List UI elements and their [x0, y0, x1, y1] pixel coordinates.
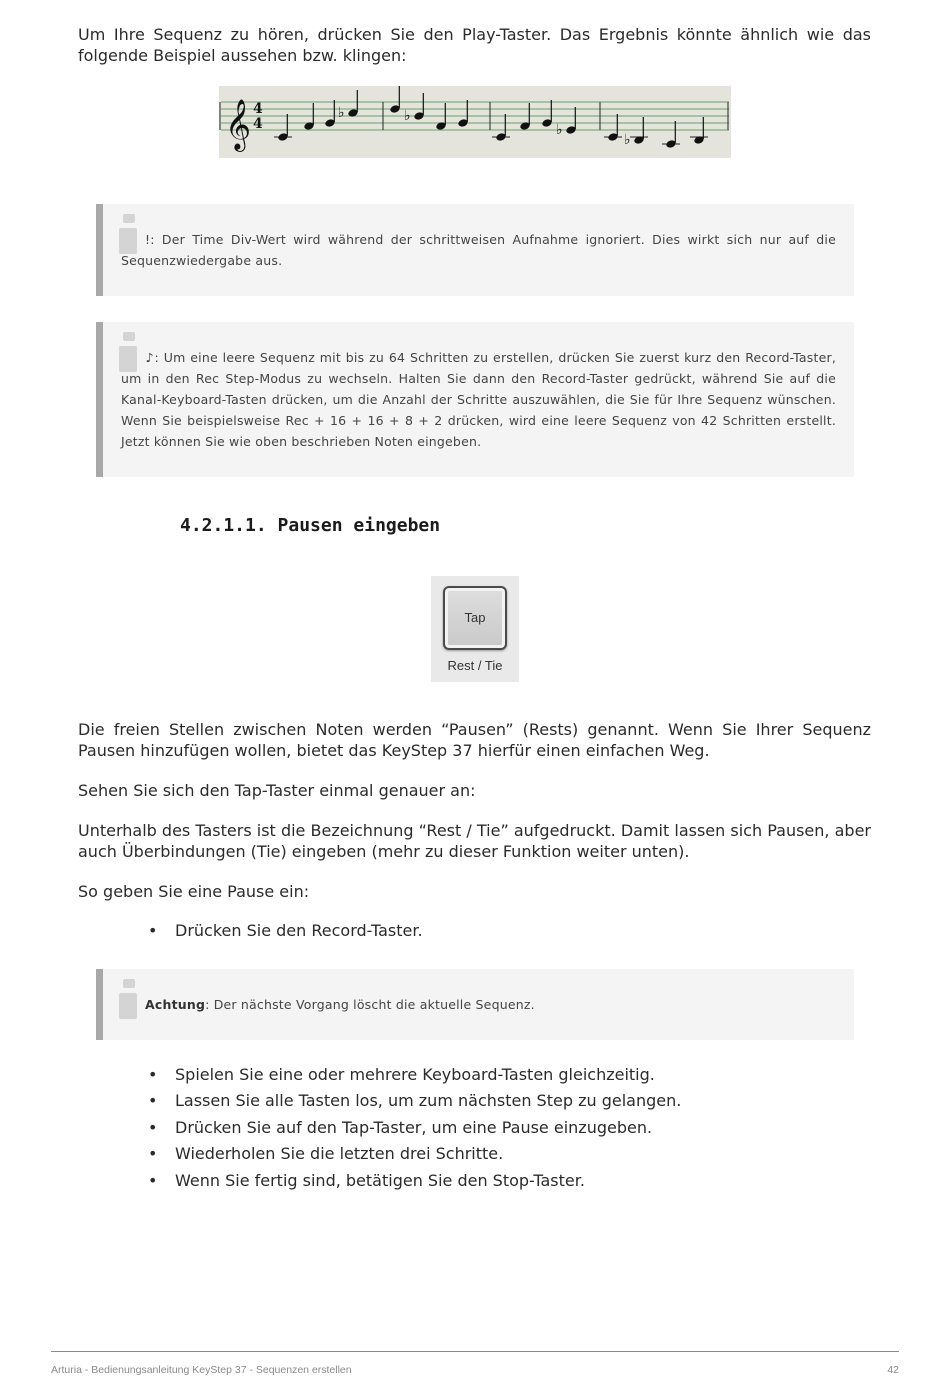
quarter-note: [435, 103, 446, 131]
rest-tie-caption: Rest / Tie: [447, 658, 503, 673]
quarter-note: [274, 114, 292, 142]
footer-divider: [51, 1351, 899, 1352]
info-note-text: !: Der Time Div-Wert wird während der schrittweisen Aufnahme ignoriert. Dies wirkt sich nur auf die Sequenzwiedergabe aus.: [121, 232, 836, 268]
list-item: • Wenn Sie fertig sind, betätigen Sie den Stop-Taster.: [148, 1170, 585, 1190]
quarter-note: [604, 114, 622, 142]
body-paragraph-rests: Die freien Stellen zwischen Noten werden “Pausen” (Rests) genannt. Wenn Sie Ihrer Sequenz Pausen hinzufügen wollen, bietet das KeyStep 37 hierfür einen einfachen Weg.: [78, 720, 871, 760]
quarter-note: [389, 86, 400, 114]
tap-button-image: [431, 576, 519, 682]
footer-text: Arturia - Bedienungsanleitung KeyStep 37 - Sequenzen erstellen: [51, 1364, 352, 1376]
flat-sign: ♭: [338, 105, 345, 121]
music-score-image: [219, 86, 731, 158]
quarter-note: [324, 100, 335, 128]
info-note-empty-sequence: [96, 322, 854, 477]
warning-note-text: Achtung: Der nächste Vorgang löscht die aktuelle Sequenz.: [145, 997, 535, 1012]
body-paragraph-how-to: So geben Sie eine Pause ein:: [78, 882, 310, 901]
info-note-time-div: [96, 204, 854, 296]
bullet-list-steps: [148, 1062, 848, 1194]
body-paragraph-tap: Sehen Sie sich den Tap-Taster einmal genauer an:: [78, 781, 476, 800]
quarter-note: [624, 117, 648, 148]
tap-button: [443, 586, 507, 650]
quarter-note: [457, 100, 468, 128]
quarter-note: [662, 121, 680, 149]
treble-clef-icon: 𝄞: [225, 99, 252, 150]
warning-label: Achtung: [145, 997, 206, 1012]
body-paragraph-rest-tie: Unterhalb des Tasters ist die Bezeichnung “Rest / Tie” aufgedruckt. Damit lassen sich Pausen, aber auch Überbindungen (Tie) eingeben (mehr zu dieser Funktion weiter unten).: [78, 821, 871, 861]
intro-paragraph: Um Ihre Sequenz zu hören, drücken Sie den Play-Taster. Das Ergebnis könnte ähnlich wie das folgende Beispiel aussehen bzw. klingen:: [78, 25, 871, 65]
time-signature-top: 4: [253, 101, 263, 117]
list-item: • Drücken Sie den Record-Taster.: [148, 918, 848, 944]
quarter-note: [519, 103, 530, 131]
list-item: • Wiederholen Sie die letzten drei Schritte.: [148, 1144, 504, 1164]
list-item: • Spielen Sie eine oder mehrere Keyboard-Tasten gleichzeitig.: [148, 1065, 655, 1084]
section-heading: 4.2.1.1. Pausen eingeben: [180, 515, 441, 536]
quarter-note: [303, 103, 314, 131]
bullet-list-record: [148, 918, 848, 944]
flat-sign: ♭: [624, 132, 631, 148]
music-score: [219, 86, 731, 158]
info-note-text: ♪: Um eine leere Sequenz mit bis zu 64 Schritten zu erstellen, drücken Sie zuerst kurz den Record-Taster, um in den Rec Step-Modus zu wechseln. Halten Sie dann den Record-Taster gedrückt, während Sie auf die Kanal-Keyboard-Tasten drücken, um die Anzahl der Schritte auszuwählen, die Sie für Ihre Sequenz wünschen. Wenn Sie beispielsweise Rec + 16 + 16 + 8 + 2 drücken, wird eine leere Sequenz von 42 Schritten erstellt. Jetzt können Sie wie oben beschrieben Noten eingeben.: [121, 350, 836, 449]
tap-button-label: Tap: [464, 610, 486, 625]
quarter-note: [690, 117, 708, 145]
list-item: • Drücken Sie auf den Tap-Taster, um eine Pause einzugeben.: [148, 1117, 653, 1137]
bullet-dot: •: [148, 921, 158, 940]
time-signature-bottom: 4: [253, 116, 263, 132]
flat-sign: ♭: [556, 122, 563, 138]
notes-layer: [274, 86, 708, 149]
flat-sign: ♭: [404, 108, 411, 124]
quarter-note: [492, 114, 510, 142]
warning-note: [96, 969, 854, 1040]
list-item: • Lassen Sie alle Tasten los, um zum nächsten Step zu gelangen.: [148, 1091, 682, 1111]
page-number: 42: [887, 1364, 899, 1376]
staff-lines: [221, 102, 729, 130]
quarter-note: [541, 100, 552, 128]
